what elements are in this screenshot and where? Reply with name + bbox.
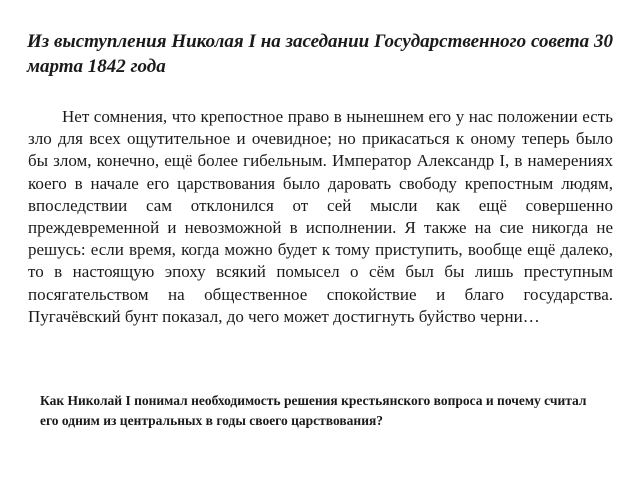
quote-paragraph: Нет сомнения, что крепостное право в нынешнем его у нас положении есть зло для всех ощутительное и очевидное; но прикасаться к оному теперь было бы злом, конечно, ещё более гибельным. Император Александр I, в намерениях коего в начале его царствования было даровать свободу крепостным людям, впоследствии сам отклонился от сей мысли как ещё совершенно преждевременной и невозможной в исполнении. Я также на сие никогда не решусь: если время, когда можно будет к тому приступить, вообще ещё далеко, то в настоящую эпоху всякий помысел о сём был бы лишь преступным посягательством на общественное спокойствие и благо государства. Пугачёвский бунт показал, до чего может достигнуть буйство черни… xyxy=(28,107,613,326)
document-title: Из выступления Николая I на заседании Государственного совета 30 марта 1842 года xyxy=(27,31,613,77)
question-text: Как Николай I понимал необходимость решения крестьянского вопроса и почему считал его одним из центральных в годы своего царствования? xyxy=(40,393,587,428)
